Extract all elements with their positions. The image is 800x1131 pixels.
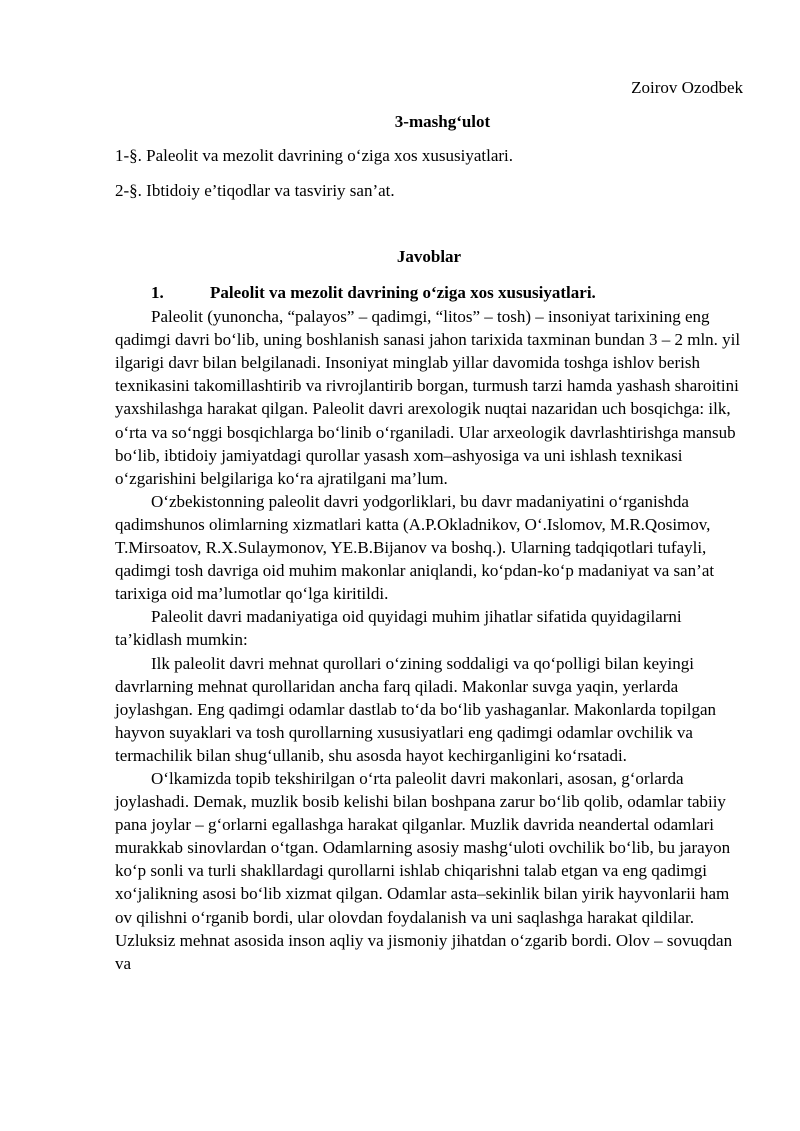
body-paragraph: Paleolit (yunoncha, “palayos” – qadimgi, “litos” – tosh) – insoniyat tarixining eng qadimgi davri bo‘lib, uning boshlanish sanasi jahon tarixida taxminan bundan 3 – 2 mln. yil ilgarigi davr bilan belgilanadi. Insoniyat minglab yillar davomida toshga ishlov berish texnikasini takomillashtirib va rivrojlantirib borgan, turmush tarzi hamda yashash sharoitini yaxshilashga harakat qilgan. Paleolit davri arexologik nuqtai nazaridan uch bosqichga: ilk, o‘rta va so‘nggi bosqichlarga bo‘linib o‘rganiladi. Ular arxeologik davrlashtirishga mansub bo‘lib, ibtidoiy jamiyatdagi qurollar yasash xom–ashyosiga va uni ishlash texnikasi o‘zgarishini belgilariga ko‘ra ajratilgani ma’lum. [115,307,741,488]
topic-item: 2-§. Ibtidoiy e’tiqodlar va tasviriy san’at. [115,181,395,200]
lesson-title: 3-mashg‘ulot [394,112,491,131]
section-number: 1. [151,283,164,302]
topic-item: 1-§. Paleolit va mezolit davrining o‘ziga xos xususiyatlari. [115,146,513,165]
section-heading [115,281,743,304]
author-name: Zoirov Ozodbek [631,78,743,97]
body-paragraph: O‘lkamizda topib tekshirilgan o‘rta paleolit davri makonlari, asosan, g‘orlarda joylashadi. Demak, muzlik bosib kelishi bilan boshpana zarur bo‘lib qolib, odamlar tabiiy pana joylar – g‘orlarni egallashga harakat qilganlar. Muzlik davrida neandertal odamlari murakkab sinovlardan o‘tgan. Odamlarning asosiy mashg‘uloti ovchilik bo‘lib, bu jarayon ko‘p sonli va turli shakllardagi qurollarni ishlab chiqarishni talab etgan va eng qadimgi xo‘jalikning asosi bo‘lib xizmat qilgan. Odamlar asta–sekinlik bilan yirik hayvonlarii ham ov qilishni o‘rganib bordi, ular olovdan foydalanish va uni saqlashga harakat qildilar. Uzluksiz mehnat asosida inson aqliy va jismoniy jihatdan o‘zgarib bordi. Olov – sovuqdan va [115,768,733,973]
answers-heading: Javoblar [396,247,462,266]
body-paragraph: O‘zbekistonning paleolit davri yodgorliklari, bu davr madaniyatini o‘rganishda qadimshunos olimlarning xizmatlari katta (A.P.Okladnikov, O‘.Islomov, M.R.Qosimov, T.Mirsoatov, R.X.Sulaymonov, YE.B.Bijanov va boshq.). Ularning tadqiqotlari tufayli, qadimgi tosh davriga oid muhim makonlar aniqlandi, ko‘pdan-ko‘p madaniyat va san’at tarixiga oid ma’lumotlar qo‘lga kiritildi. [115,491,715,604]
body-paragraph: Ilk paleolit davri mehnat qurollari o‘zining soddaligi va qo‘polligi bilan keyingi davrlarning mehnat qurollaridan ancha farq qiladi. Makonlar suvga yaqin, yerlarda joylashgan. Eng qadimgi odamlar dastlab to‘da bo‘lib yashaganlar. Makonlarda topilgan hayvon suyaklari va tosh qurollarning xususiyatlari eng qadimgi odamlar ovchilik va termachilik bilan shug‘ullanib, shu asosda hayot kechirganligini ko‘rsatadi. [115,653,716,765]
answer-section [115,281,743,975]
body-paragraph: Paleolit davri madaniyatiga oid quyidagi muhim jihatlar sifatida quyidagilarni ta’kidlash mumkin: [115,607,682,650]
section-title: Paleolit va mezolit davrining o‘ziga xos xususiyatlari. [210,283,596,302]
